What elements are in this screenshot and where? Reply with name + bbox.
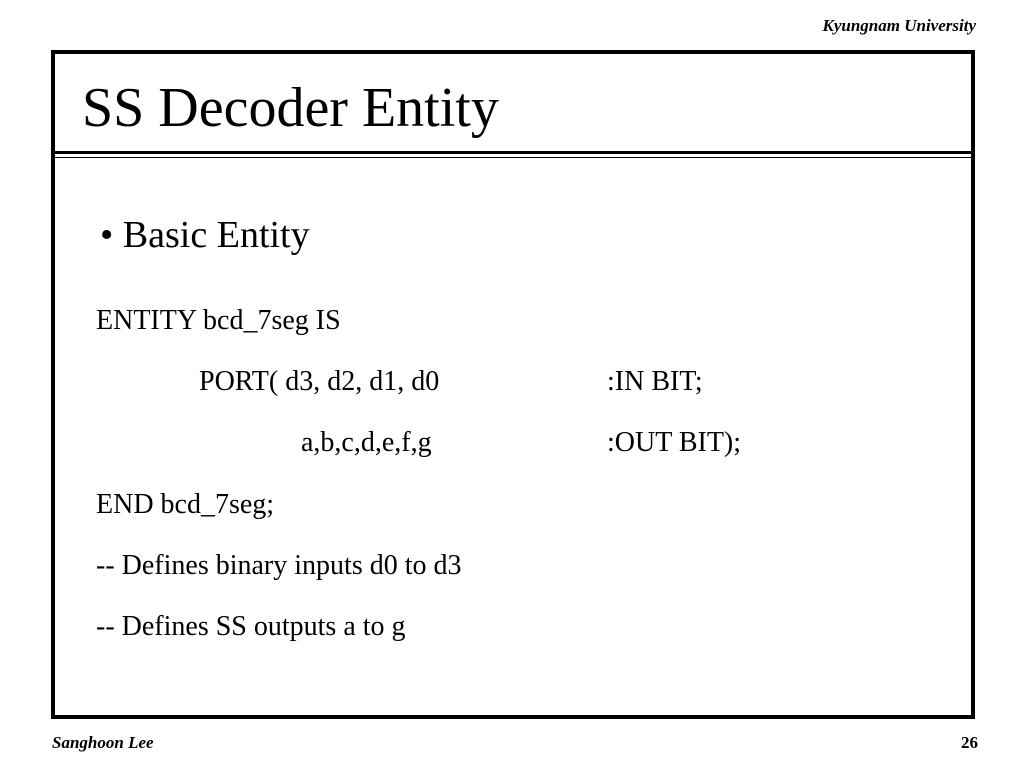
code-entity-open: ENTITY bcd_7seg IS [96,305,341,336]
code-comment-inputs: -- Defines binary inputs d0 to d3 [96,550,462,581]
title-divider-thin [55,157,971,158]
code-port-outputs: a,b,c,d,e,f,g [301,427,432,458]
footer-page-number: 26 [961,733,978,752]
code-entity-close: END bcd_7seg; [96,489,275,520]
title-divider-thick [55,151,971,154]
code-port-inputs: PORT( d3, d2, d1, d0 [199,366,440,397]
code-port-outputs-type: :OUT BIT); [607,427,742,458]
slide-frame [51,50,975,719]
footer-author: Sanghoon Lee [52,733,154,752]
header-organization: Kyungnam University [822,16,976,35]
code-port-inputs-type: :IN BIT; [607,366,703,397]
bullet-basic-entity: • Basic Entity [100,214,310,256]
code-comment-outputs: -- Defines SS outputs a to g [96,611,406,642]
slide-title: SS Decoder Entity [82,77,499,139]
